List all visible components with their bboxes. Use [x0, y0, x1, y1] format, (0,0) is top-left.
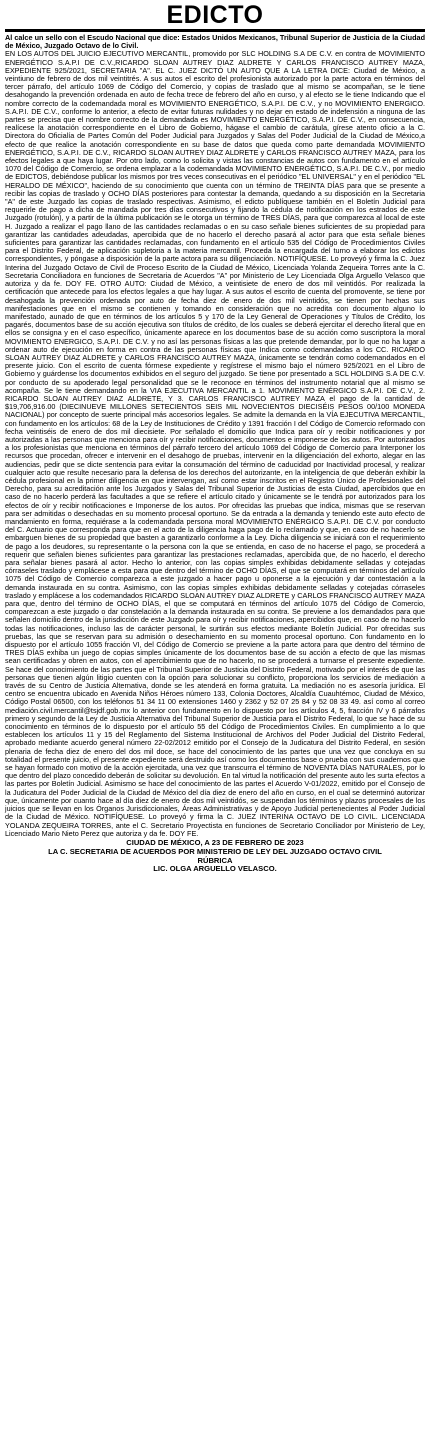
seal-description: Al calce un sello con el Escudo Nacional que dice: Estados Unidos Mexicanos, Tribunal Superior de Justicia de la Ciudad de México, Juzgado Octavo de lo Civil. — [5, 33, 425, 51]
closing-name-line: LIC. OLGA ARGUELLO VELASCO. — [153, 864, 277, 874]
edict-closing — [5, 839, 425, 874]
closing-date-line: CIUDAD DE MÉXICO, A 23 DE FEBRERO DE 2023 — [126, 837, 304, 847]
edict-body: EN LOS AUTOS DEL JUICIO EJECUTIVO MERCANTIL, promovido por SLC HOLDING S.A DE C.V. en contra de MOVIMIENTO ENERGÉTICO S.A.P.I DE C.V.,RICARDO SLOAN AUTREY DIAZ ALDRETE Y CARLOS FRANCISCO AUTREY MAZA, EXPEDIENTE 925/2021, SECRETARIA "A". EL C. JUEZ DICTÓ UN AUTO QUE A LA LETRA DICE: Ciudad de México, a veintiuno de febrero de dos mil veintitrés. A sus autos el escrito del profesionista autorizado por la parte actora en términos del tercer párrafo, del artículo 1069 de Código del Comercio, y copias de traslado que al mismo se acompañan, se le tiene desahogando la prevención ordenada en auto de fecha trece de febrero del año en curso, y al efecto se le tiene Indicando que el nombre correcto de la codemandada moral es MOVIMIENTO ENERGÉTICO, S.A.P.I. DE C.V., y no MOVIMIENTO ENERGICO. S.A.P.I. DE C.V., conforme lo anterior, a efecto de evitar futuras nulidades y no dejar en estado de indefensión a ninguna de las partes se precisa que el nombre correcto de la demandada es MOVIMIENTO ENERGÉTICO, S.A.P.I. DE C.V., en consecuencia, realícese la anotación correspondiente en el Libro de Gobierno, hágase el cambio de carátula, gírese atento oficio a la C. Directora do Oficialía de Partes Común del Poder Judicial para Juzgados y Salas del Poder Judicial de la Ciudad de México,a efecto de que realice la anotación correspondiente en su base de datos que queda como parte demandada MOVIMIENTO ENERGÉTICO, S.A.P.I. DE C.V., RICARDO SLOAN AUTREY DIAZ ALDRETE y CARLOS FRANCISCO AUTREY MAZA, para los efectos legales a que haya lugar. Por otro lado, como lo solicita y vistas las constancias de autos con fundamento en el artículo 1070 del Código de Comercio, se ordena emplazar a la codemandada MOVIMIENTO ENERGÉTICO, S.A.P.I. DE C.V., por medio de EDICTOS, debiéndose publicar los mismos por tres veces consecutivas en el periódico "EL UNIVERSAL" y en el periódico "EL HERALDO DE MÉXICO", haciendo de su conocimiento que cuenta con un término de TREINTA DÍAS para que se presente a recibir las copias de traslado y OCHO DÍAS posteriores para contestar la demanda, quedando a su disposición en la Secretaria "A" de este Juzgado las copias de traslado respectivas. Asimismo, el edicto publíquese también en el Boletín Judicial para requerirle de pago a dicha de mandada por tres días consecutivos y fijando la cédula de notificación en los estrados de este Juzgado (rotulón), y a partir de la última publicación se le otorga un término de TRES DÍAS, para que comparezca al local de este H. Juzgado a realizar el pago llano de las cantidades reclamadas o en su caso señale bienes suficientes de su propiedad para garantizar las cantidades adeudadas, apercibida que de no hacerlo el derecho pasará al actor para que esta señale bienes suficientes para garantizar las cantidades reclamadas, con fundamento en el artículo 535 del Código de Procedimientos Civiles para el Distrito Federal, de aplicación supletoria a la materia mercantil. Proceda la encargada del turno a elaborar los edictos correspondientes, y póngase a disposición de la parte actora para su diligenciación. NOTIFÍQUESE. Lo proveyó y firma la C. Juez Interina del Juzgado Octavo de Civil de Proceso Escrito de la Ciudad de México, Licenciada Yolanda Zequeira Torres ante la C. Secretaria Conciliadora en funciones de Secretaria de Acuerdos "A" por Ministerio de Ley Licenciada Olga Arguello Velasco que autoriza y da fe. DOY FE. OTRO AUTO: Ciudad de México, a veintisiete de enero de dos mil veintidós. Por realizada la certificación que antecede para los efectos legales a que hay lugar. A sus autos el escrito de cuenta del promovente, se tiene por desahogada la prevención ordenada por auto de fecha diez de enero de dos mil veintidós, se tienen por hechas sus manifestaciones que en el mismo se contienen y tomando en consideración que no acredita con documento alguno lo manifestado, aunado de que en términos de los artículos 5 y 170 de la Ley General de Operaciones y Títulos de Crédito, los pagarés, documentos base de su acción ejecutiva son títulos de crédito, de los cuales se deberá ejercitar el derecho literal que en ellos se consigna y en el caso específico, únicamente aparece en los documentos base de su acción como suscriptora la moral MOVIMIENTO ENERGICO, S.A.P.I. DE C.V. y no así las personas físicas a las que pretende demandar, por lo que no ha lugar a ordenar auto de ejecución en forma en contra de las personas físicas que Indica como codemandadas a los CC. RICARDO SLOAN AUTREY DIAZ ALDRETE y CARLOS FRANCISCO AUTREY MAZA, únicamente se tendrán como codemandados en el presente juicio. Con el escrito de cuenta fórmese expediente y regístrese el mismo bajo el número 925/2021 en el Libro de Gobierno y guárdense los documentos exhibidos en el seguro del juzgado. Se tiene por presentado a SCL HOLDING S.A DE C.V. por conducto de su apoderado legal personalidad que se le reconoce en términos del instrumento notarial que al mismo se acompaña. Se le tiene demandando en la VIA EJECUTIVA MERCANTIL a 1. MOVIMIENTO ENÉRGICO S.A.P.I. DE C.V., 2. RICARDO SLOAN AUTREY DIAZ ALDRETE, Y 3. CARLOS FRANCISCO AUTREY MAZA el pago de la cantidad de $19,706,916.00 (DIECINUEVE MILLONES SETECIENTOS SEIS MIL NOVECIENTOS DIECISÉIS PESOS 00/100 MONEDA NACIONAL) por concepto de suerte principal más accesorios legales. Se admite la demanda en la VÍA EJECUTIVA MERCANTIL, con fundamento en los artículos: 68 de la Ley de Instituciones de Crédito y 1391 fracción I del Código de Comercio reformado con fecha veintiséis de enero de dos mil diecisiete. Por señalado el domicilio que Indica para oír y recibir notificaciones y por autorizadas a las personas que menciona para oír y recibir notificaciones, documentos e imponerse de los autos. Por autorizados a los profesionistas que menciona en términos del párrafo tercero del artículo 1069 del Código de Comercio para Interponer los recursos que procedan, ofrecer e intervenir en el desahogo de pruebas, intervenir en la diligenciación del exhorto, alegar en las audiencias, pedir que se dicte sentencia para evitar la consumación del término de caducidad por Inactividad procesal, y realizar cualquier acto que resulte necesario para la defensa de los derechos del autorizante, en la inteligencia de que deberán exhibir la cédula profesional en la primer diligencia en que intervengan, así como estar inscritos en el Registro Único de Profesionales del Derecho, para su acreditación ante los Juzgados y Salas del Tribunal Superior de Justicias de esta Ciudad, apercibidos que en caso de no hacerlo perderá las facultades a que se refiere el artículo citado y únicamente se le tendrá por autorizados para los efectos de oír y recibir notificaciones e Imponerse de los autos. Por ofrecidas las pruebas que indica, mismas que se reservan para ser admitidas o desechadas en su momento procesal oportuno. Se da entrada a la demanda y teniendo este auto efecto de mandamiento en forma, requiérase a la codemandada persona moral MOVIMIENTO ENÉRGICO S.A.P.I. DE C.V. por conducto del C. Actuario que corresponda para que en el acto de la diligencia haga pago de lo reclamado y que, en caso de no hacerlo se embarguen bienes de su propiedad que basten a garantizarlo conforme a la Ley. Dicha diligencia se iniciará con el requerimiento de pago a los deudores, su representante o la persona con la que se entienda, en caso de no hacerse el pago, se procederá a requerir que señalen bienes suficientes para garantizar las prestaciones reclamadas, apercibida que, de no hacerlo, el derecho para señalar bienes pasará al actor. Hecho lo anterior, con las copias simples exhibidas debidamente selladas y cotejadas córraseles traslado y emplácese a esta para que dentro del término de OCHO DÍAS, el que se computará en términos del artículo 1075 del Código de Comercio comparezca a este juzgado a hacer pago u oponerse a la ejecución y dar contestación a la demanda instaurada en su contra. Asimismo, con las copias simples exhibidas debidamente selladas y cotejadas córraseles traslado y emplácese a los codemandados RICARDO SLOAN AUTREY DIAZ ALDRETE y CARLOS FRANCISCO AUTREY MAZA para que, dentro del término de OCHO DÍAS, el que se computará en términos del artículo 1075 del Código de Comercio, comparezcan a este juzgado o dar constelación a la demanda instaurada en su contra. Se previene a los demandados para que señalen domicilio dentro de la jurisdicción de este Juzgado para oír y recibir notificaciones, apercibidos que, en caso de no hacerlo todas las notificaciones, incluso las de carácter personal, le surtirán sus efectos mediante Boletín Judicial. Por ofrecidas sus pruebas, las que se reservan para su admisión o desechamiento en su momento procesal oportuno. Con fundamento en lo dispuesto por el artículo 1055 fracción VI, del Código de Comercio se previene a la parte actora para que dentro del término de TRES DÍAS exhiba un juego de copias simples únicamente de los documentos base de su acción a efecto de que las mismas sean certificadas y obren en autos, con el apercibimiento que de no hacerlo, no se procederá a turnarse el presente expediente. Se hace del conocimiento de las partes que el Tribunal Superior de Justicia del Distrito Federal, motivado por el interés de que las personas que tienen algún litigio cuenten con la opción para solucionar su conflicto, proporciona los servicios de mediación a través de su Centro de Justicia Alternativa, donde se les atenderá en forma gratuita. La mediación no es asesoría jurídica. El centro se encuentra ubicado en Avenida Niños Héroes número 133, Colonia Doctores, Alcaldía Cuauhtémoc, Ciudad de México, Código Postal 06500, con los teléfonos 51 34 11 00 extensiones 1460 y 2362 y 52 07 25 84 y 52 08 33 49. así como al correo mediación.civil.mercantil@tsjdf.gob.mx lo anterior con fundamento en lo dispuesto por los artículos 4, 5, fracción IV y 6 párrafos primero y segundo de la Ley de Justicia Alternativa del Tribunal Superior de Justicia para el Distrito Federal, lo que se hace de su conocimiento en términos de lo dispuesto por el artículo 55 del Código de Procedimientos Civiles. En cumplimiento a lo que establecen los artículos 11 y 15 del Reglamento del Sistema Institucional de Archivos del Poder Judicial del Distrito Federal, aprobado mediante acuerdo general número 22-02/2012 emitido por el Consejo de la Judicatura del Distrito Federal, en sesión plenaria de fecha diez de enero del dos mil doce, se hace del conocimiento de las partes que una vez que concluya en su totalidad el presente juicio, el presente expediente será destruido así como los documentos base o prueba con sus cuadernos que se hayan formado con motivo de la acción ejercitada, una vez que transcurra el término de NOVENTA DÍAS NATURALES, por lo que dentro del plazo concedido deberán de solicitar su devolución. En tal virtud la notificación del presente auto les surta efectos a las partes por Boletín Judicial. Asimismo se hace del conocimiento de las partes el Acuerdo V-01/2022, emitido por el Consejo de la Judicatura del Poder Judicial de la Ciudad de México del día diez de enero del año en curso, en el cual se determinó autorizar que, únicamente por cuanto hace al día diez de enero de dos mil veintidós, se suspendan los términos y plazos procesales de los juicios que se llevan en los Órganos Jurisdiccionales, Áreas Administrativas y de Apoyo Judicial pertenecientes al Poder Judicial de la Ciudad de México. NOTIFÍQUESE. Lo proveyó y firma la C. JUEZ INTERINA OCTAVO DE LO CIVIL. LICENCIADA YOLANDA ZEQUEIRA TORRES, ante el C. Secretario Proyectista en funciones de Secretario Conciliador por Ministerio de Ley, Licenciado Mario Nieto Perez que autoriza y da fe. DOY FE. — [5, 49, 425, 838]
closing-signature-line: RÚBRICA — [197, 855, 233, 865]
edict-title: EDICTO — [5, 2, 425, 32]
closing-secretary-line: LA C. SECRETARIA DE ACUERDOS POR MINISTERIO DE LEY DEL JUZGADO OCTAVO CIVIL — [48, 846, 382, 856]
